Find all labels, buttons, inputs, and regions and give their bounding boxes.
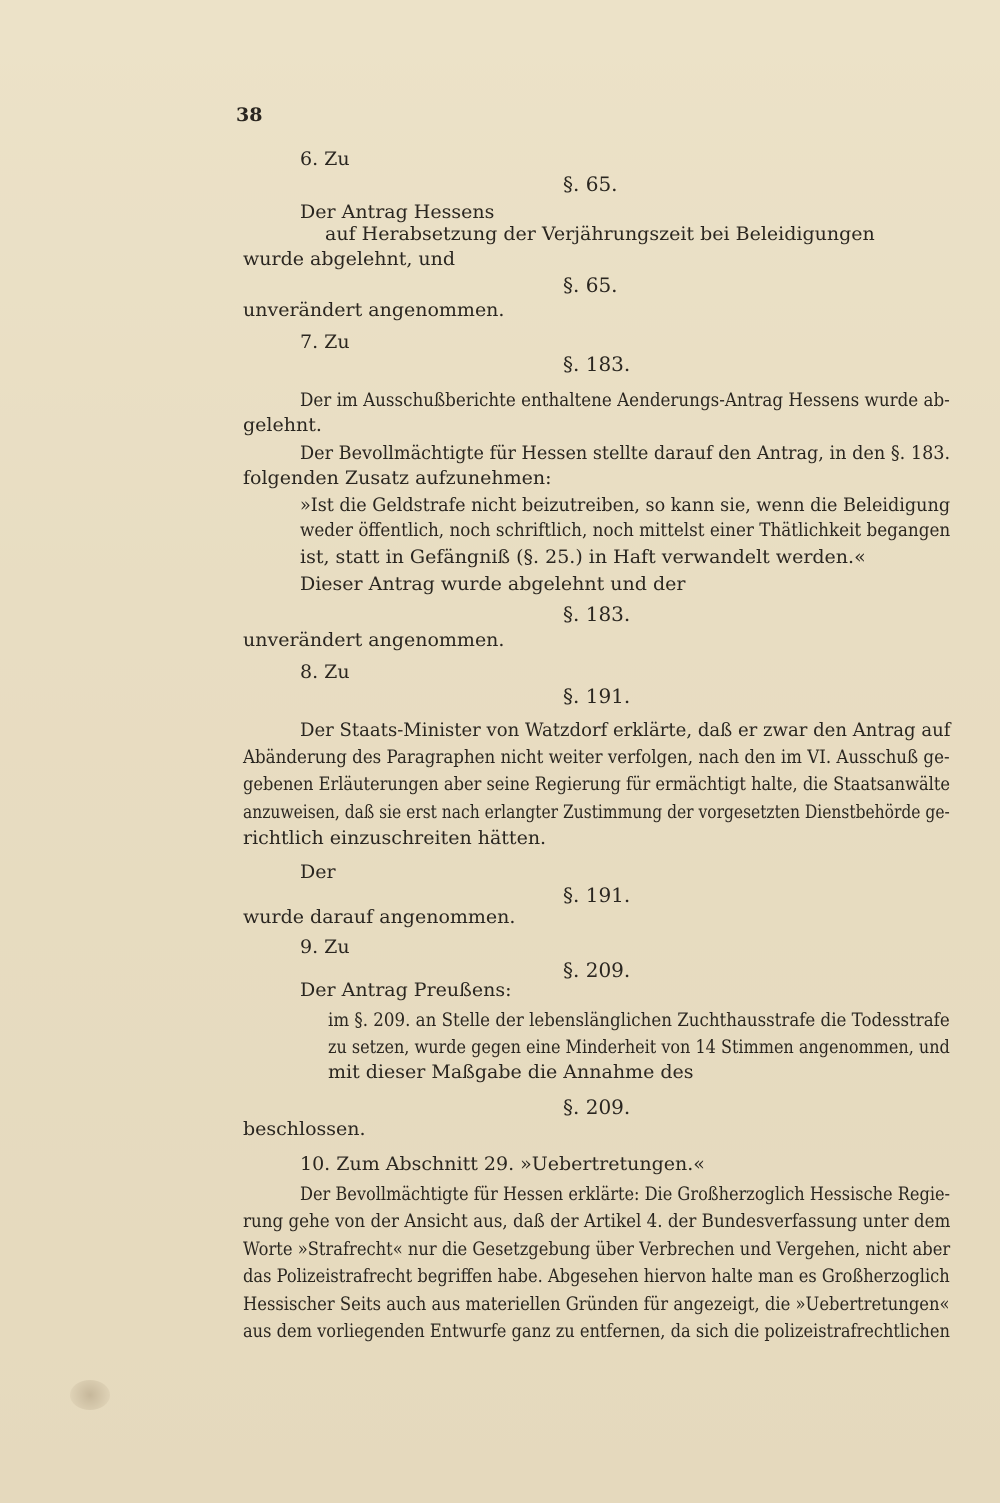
section-heading: §. 65. <box>563 273 618 297</box>
text-line: Der Antrag Hessens <box>300 201 495 223</box>
section-heading: §. 209. <box>563 1095 631 1119</box>
text-line: richtlich einzuschreiten hätten. <box>243 827 547 849</box>
page-number: 38 <box>236 104 263 126</box>
text-line: rung gehe von der Ansicht aus, daß der Artikel 4. der Bundesverfassung unter dem <box>243 1210 951 1232</box>
text-line: 9. Zu <box>300 936 350 958</box>
text-line: folgenden Zusatz aufzunehmen: <box>243 467 552 489</box>
text-line: Der Bevollmächtigte für Hessen erklärte: Die Großherzoglich Hessische Regie- <box>300 1183 951 1205</box>
text-line: gebenen Erläuterungen aber seine Regierung für ermächtigt halte, die Staatsanwälte <box>243 773 950 795</box>
text-line: wurde darauf angenommen. <box>243 906 516 928</box>
text-line: »Ist die Geldstrafe nicht beizutreiben, so kann sie, wenn die Beleidigung <box>300 494 951 516</box>
text-line: Der Bevollmächtigte für Hessen stellte darauf den Antrag, in den §. 183. <box>300 442 951 464</box>
text-line: beschlossen. <box>243 1118 366 1140</box>
text-line: 6. Zu <box>300 148 350 170</box>
text-line: 7. Zu <box>300 331 350 353</box>
text-line: Dieser Antrag wurde abgelehnt und der <box>300 573 686 595</box>
text-line: Der Antrag Preußens: <box>300 979 512 1001</box>
text-line: weder öffentlich, noch schriftlich, noch mittelst einer Thätlichkeit begangen <box>300 519 951 541</box>
text-line: auf Herabsetzung der Verjährungszeit bei Beleidigungen <box>325 223 875 245</box>
text-line: Worte »Strafrecht« nur die Gesetzgebung über Verbrechen und Vergehen, nicht aber <box>243 1238 951 1260</box>
text-line: mit dieser Maßgabe die Annahme des <box>328 1061 694 1083</box>
paper-stain <box>70 1380 110 1410</box>
section-heading: §. 183. <box>563 602 631 626</box>
text-line: Der im Ausschußberichte enthaltene Aenderungs-Antrag Hessens wurde ab- <box>300 389 950 411</box>
text-line: im §. 209. an Stelle der lebenslänglichen Zuchthausstrafe die Todesstrafe <box>328 1009 950 1031</box>
text-line: ist, statt in Gefängniß (§. 25.) in Haft verwandelt werden.« <box>300 546 866 568</box>
text-line: Hessischer Seits auch aus materiellen Gründen für angezeigt, die »Uebertretungen« <box>243 1293 950 1315</box>
text-line: unverändert angenommen. <box>243 299 505 321</box>
section-heading: §. 65. <box>563 172 618 196</box>
text-line: 8. Zu <box>300 661 350 683</box>
text-line: Der <box>300 861 336 883</box>
text-line: unverändert angenommen. <box>243 629 505 651</box>
section-heading: §. 191. <box>563 684 631 708</box>
text-line: gelehnt. <box>243 414 322 436</box>
text-line: anzuweisen, daß sie erst nach erlangter Zustimmung der vorgesetzten Dienstbehörde ge- <box>243 801 950 823</box>
text-line: 10. Zum Abschnitt 29. »Uebertretungen.« <box>300 1153 705 1175</box>
text-line: das Polizeistrafrecht begriffen habe. Abgesehen hiervon halte man es Großherzoglich <box>243 1265 950 1287</box>
text-line: Der Staats-Minister von Watzdorf erklärte, daß er zwar den Antrag auf <box>300 719 951 741</box>
text-line: zu setzen, wurde gegen eine Minderheit von 14 Stimmen angenommen, und <box>328 1036 950 1058</box>
text-line: wurde abgelehnt, und <box>243 248 456 270</box>
text-line: aus dem vorliegenden Entwurfe ganz zu entfernen, da sich die polizeistrafrechtlichen <box>243 1320 950 1342</box>
section-heading: §. 183. <box>563 352 631 376</box>
section-heading: §. 191. <box>563 883 631 907</box>
section-heading: §. 209. <box>563 958 631 982</box>
text-line: Abänderung des Paragraphen nicht weiter verfolgen, nach den im VI. Ausschuß ge- <box>243 746 950 768</box>
